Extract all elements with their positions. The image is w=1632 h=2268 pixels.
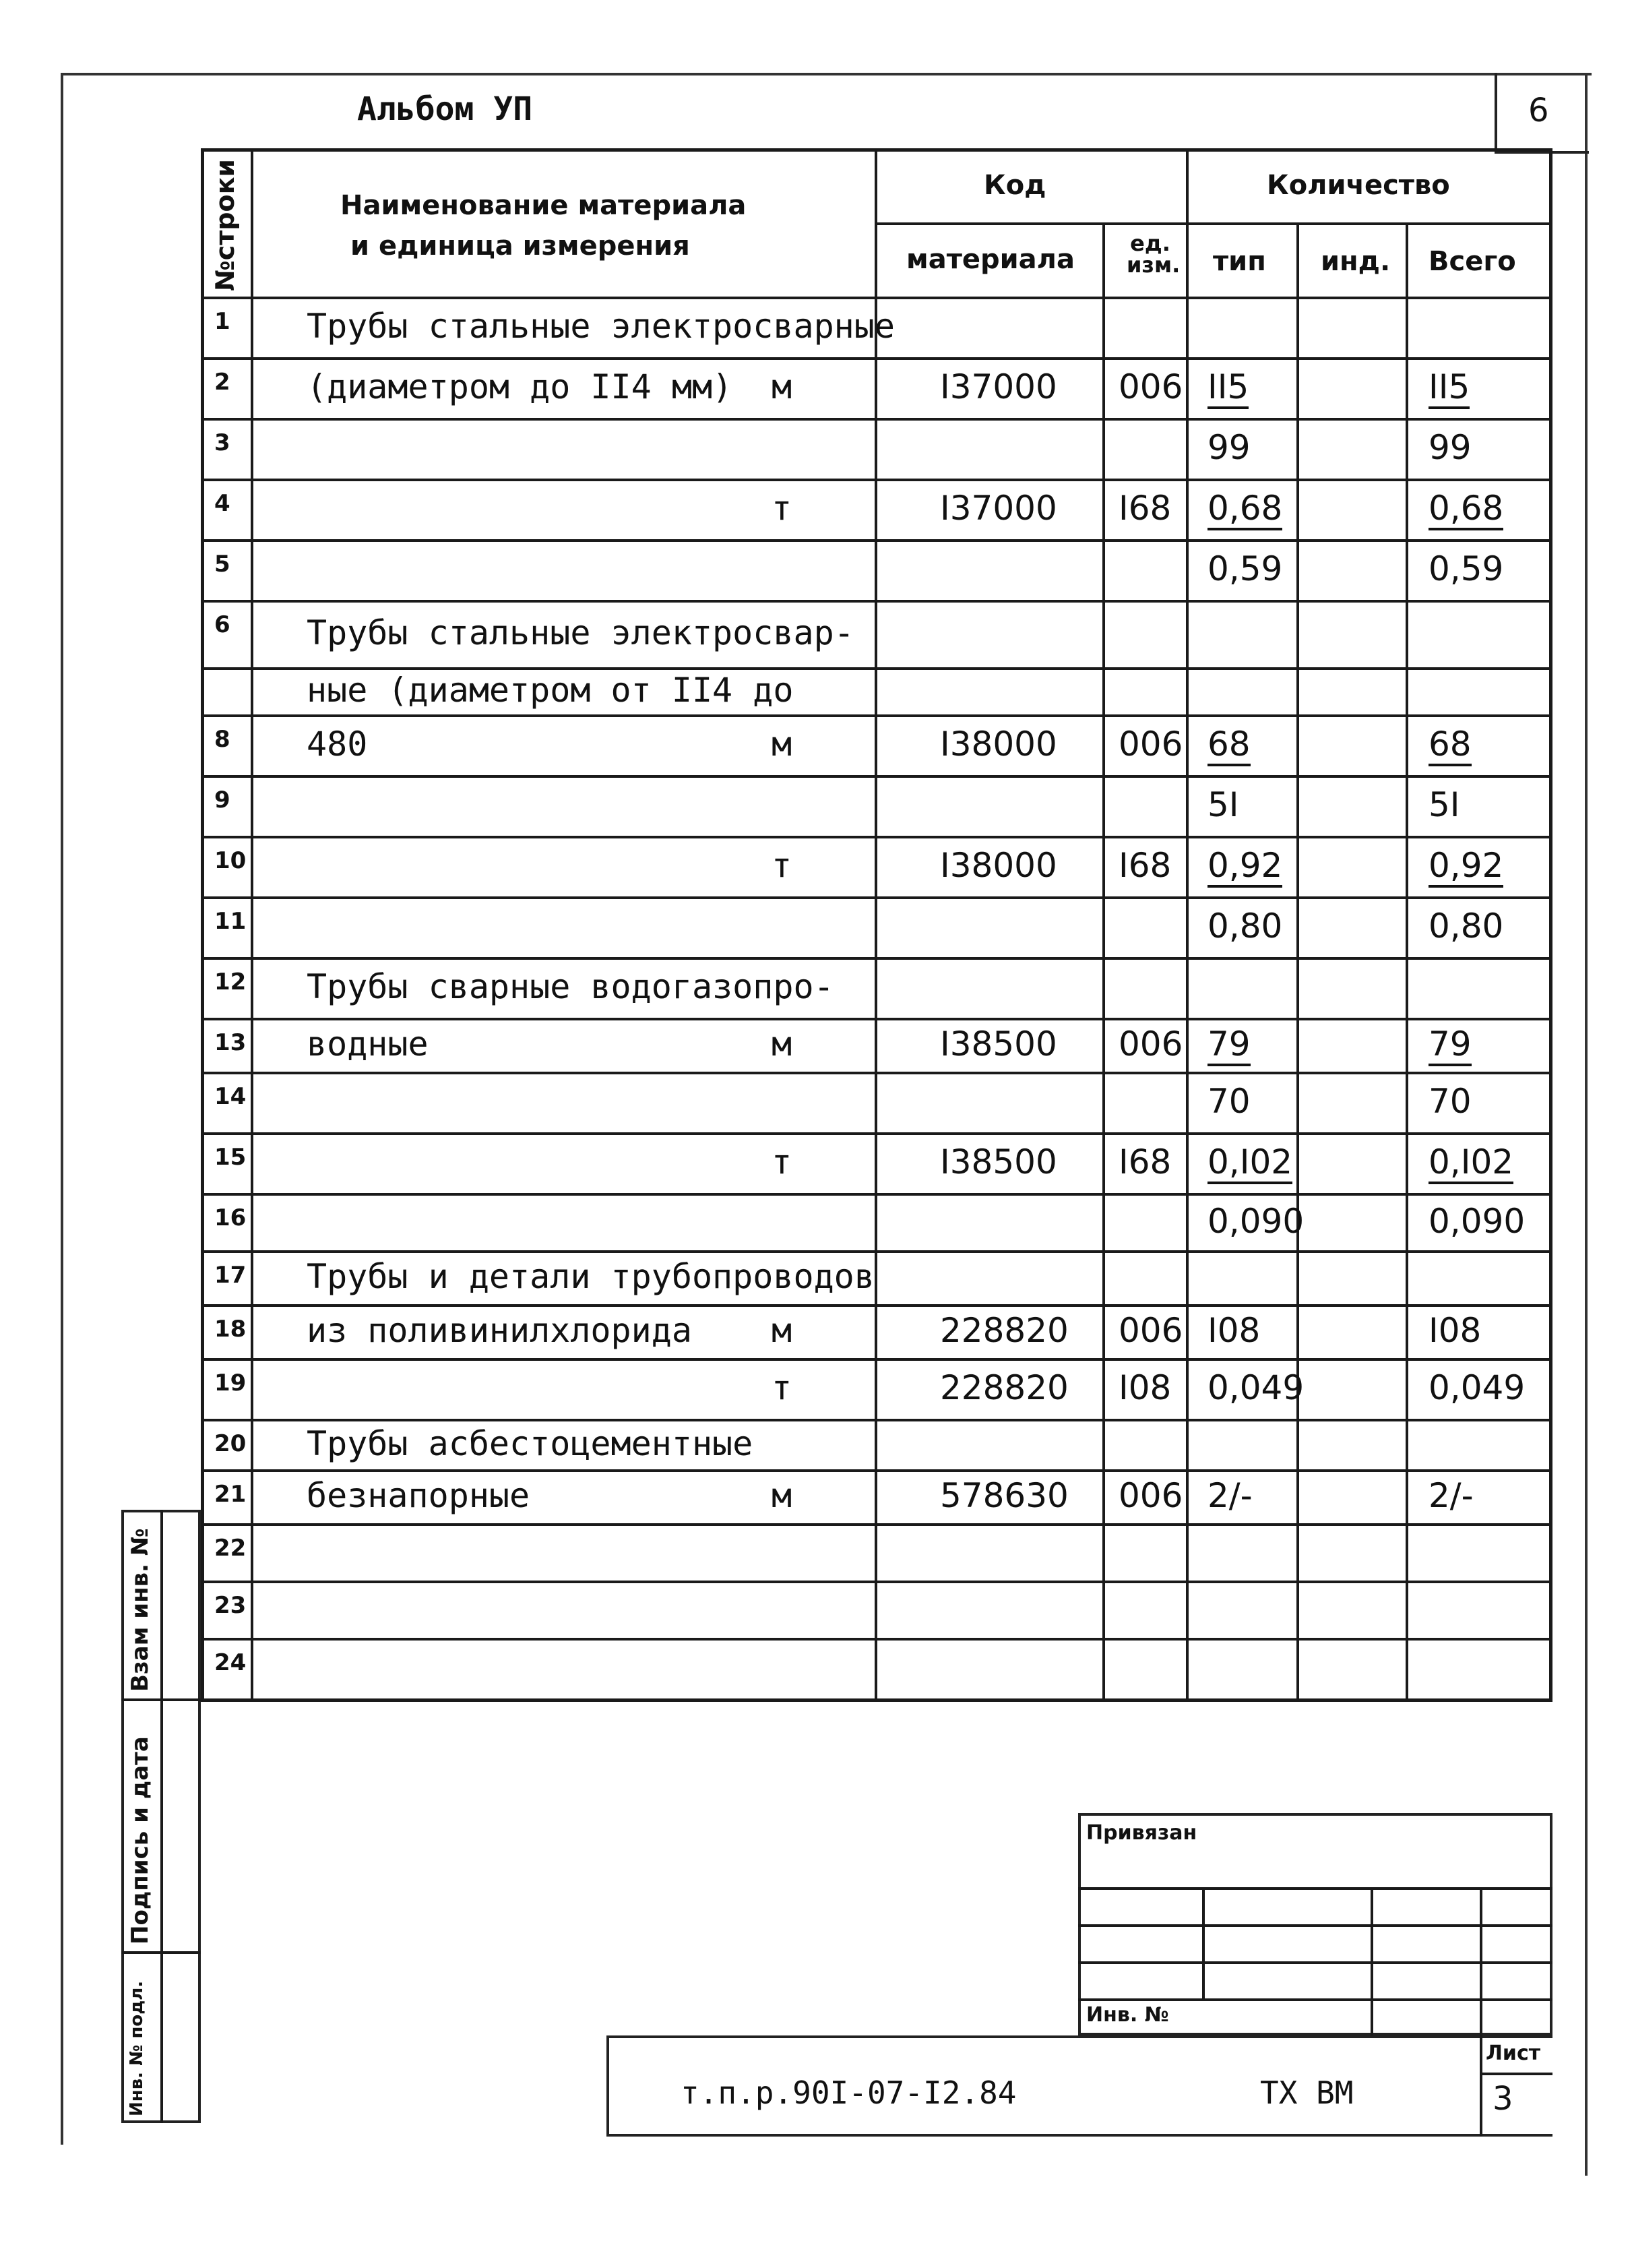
qty-total-value: 0,80 [1429, 907, 1504, 946]
row-number: 17 [214, 1262, 247, 1289]
unit-of-measure: м [772, 725, 792, 764]
material-name: Трубы сварные водогазопро- [307, 967, 834, 1006]
privyazan-label: Привязан [1086, 1821, 1197, 1845]
row-number: 22 [214, 1535, 247, 1562]
podpis-data-label: Подпись и дата [127, 1736, 154, 1944]
quantity-header: Количество [1267, 170, 1450, 201]
row-separator [201, 1193, 1552, 1196]
qty-total-value: 99 [1429, 428, 1472, 467]
row-number: 15 [214, 1144, 247, 1171]
material-name: (диаметром до II4 мм) [307, 367, 733, 406]
qty-total-value: 0,090 [1429, 1202, 1526, 1241]
row-separator [201, 1358, 1552, 1361]
row-separator [201, 357, 1552, 360]
album-title: Альбом УП [357, 90, 533, 128]
name-header-line2: и единица измерения [350, 231, 690, 262]
list-value: 3 [1493, 2080, 1513, 2118]
qty-type-value: 79 [1207, 1027, 1251, 1066]
qty-ind-header: инд. [1321, 246, 1391, 277]
unit-code: 006 [1119, 725, 1183, 764]
qty-type-value: 0,049 [1207, 1368, 1305, 1407]
qty-total-value: 68 [1429, 727, 1472, 766]
vzam-inv-label: Взам инв. № [127, 1528, 154, 1692]
unit-code: 006 [1119, 1024, 1183, 1064]
row-separator [201, 1018, 1552, 1020]
qty-total-value: 0,I02 [1429, 1145, 1513, 1184]
row-separator [201, 1304, 1552, 1307]
privyazan-col3 [1480, 1887, 1482, 2035]
doc-code: т.п.р.90I-07-I2.84 [681, 2075, 1017, 2111]
row-number: 23 [214, 1592, 247, 1619]
qty-type-value: 70 [1207, 1082, 1251, 1121]
row-separator [201, 836, 1552, 838]
qty-type-value: 0,68 [1207, 491, 1282, 530]
material-code: 578630 [940, 1476, 1069, 1515]
row-number: 11 [214, 908, 247, 935]
row-separator [201, 896, 1552, 899]
row-separator [201, 714, 1552, 717]
material-code: I37000 [940, 489, 1057, 528]
unit-of-measure: м [772, 1476, 792, 1515]
privyazan-col1 [1202, 1887, 1205, 1998]
row-separator [201, 1072, 1552, 1074]
material-code: I38500 [940, 1024, 1057, 1064]
code-material-header: материала [906, 244, 1075, 275]
row-separator [201, 1132, 1552, 1135]
privyazan-col2 [1371, 1887, 1373, 2035]
material-code: 228820 [940, 1368, 1069, 1407]
qty-type-value: 99 [1207, 428, 1251, 467]
side-stamp-mid [160, 1510, 163, 2123]
title-block-list-divider [1480, 2035, 1482, 2137]
qty-type-value: 5I [1207, 785, 1239, 824]
qty-type-value: 0,80 [1207, 907, 1283, 946]
unit-code: I08 [1119, 1368, 1172, 1407]
name-header-line1: Наименование материала [340, 190, 747, 221]
row-number: 13 [214, 1029, 247, 1056]
unit-code: I68 [1119, 846, 1172, 885]
qty-type-value: 68 [1207, 727, 1251, 766]
page-number: 6 [1528, 92, 1549, 129]
qty-type-value: I08 [1207, 1311, 1261, 1350]
row-number: 8 [214, 726, 230, 753]
unit-of-measure: м [772, 367, 792, 406]
qty-total-value: 5I [1429, 785, 1460, 824]
qty-total-value: I08 [1429, 1311, 1482, 1350]
row-number: 6 [214, 611, 230, 638]
unit-of-measure: т [772, 1368, 792, 1407]
material-code: I37000 [940, 367, 1057, 406]
outer-frame-right [1585, 73, 1588, 2176]
col-divider-code [1102, 222, 1105, 1702]
material-name: водные [307, 1024, 429, 1064]
unit-of-measure: т [772, 1142, 792, 1182]
qty-total-value: 0,68 [1429, 491, 1503, 530]
code-unit-header: ед. изм. [1127, 231, 1181, 278]
row-separator [201, 418, 1552, 421]
qty-type-value: 2/- [1207, 1476, 1253, 1515]
material-name: 480 [307, 725, 368, 764]
row-number: 24 [214, 1649, 247, 1676]
row-separator [201, 1638, 1552, 1641]
material-code: I38000 [940, 725, 1057, 764]
row-number: 9 [214, 787, 230, 814]
row-separator [201, 539, 1552, 542]
row-number: 3 [214, 429, 230, 456]
row-separator [201, 775, 1552, 778]
row-number-header: №строки [210, 159, 240, 291]
row-separator [201, 1419, 1552, 1421]
inv-no-label: Инв. № [1086, 2003, 1169, 2027]
row-number: 21 [214, 1481, 247, 1508]
row-separator [201, 1581, 1552, 1583]
col-divider-tip [1296, 222, 1299, 1702]
code-header: Код [984, 170, 1046, 201]
material-name: ные (диаметром от II4 до [307, 671, 794, 710]
material-name: Трубы и детали трубопроводов [307, 1257, 875, 1296]
qty-type-value: 0,92 [1207, 849, 1282, 888]
qty-total-value: 70 [1429, 1082, 1472, 1121]
unit-of-measure: т [772, 489, 792, 528]
qty-type-header: тип [1213, 246, 1266, 277]
material-name: Трубы стальные электросварные [307, 307, 895, 346]
unit-of-measure: м [772, 1311, 792, 1350]
qty-type-value: 0,59 [1207, 549, 1283, 588]
material-name: безнапорные [307, 1476, 530, 1515]
row-number: 20 [214, 1430, 247, 1457]
qty-type-value: 0,090 [1207, 1202, 1305, 1241]
row-separator [201, 479, 1552, 481]
doc-mark: ТХ ВМ [1260, 2075, 1354, 2111]
row-number: 10 [214, 847, 247, 874]
row-number: 14 [214, 1083, 247, 1110]
unit-code: I68 [1119, 489, 1172, 528]
qty-total-value: 79 [1429, 1027, 1472, 1066]
header-subline [875, 222, 1552, 225]
header-bottom-line [201, 297, 1552, 299]
qty-total-value: 0,59 [1429, 549, 1504, 588]
qty-total-value: 0,049 [1429, 1368, 1526, 1407]
row-separator [201, 1250, 1552, 1253]
row-number: 16 [214, 1204, 247, 1231]
row-number: 19 [214, 1370, 247, 1397]
row-separator [201, 957, 1552, 960]
qty-type-value: 0,I02 [1207, 1145, 1292, 1184]
qty-total-header: Всего [1429, 246, 1516, 277]
unit-code: 006 [1119, 1311, 1183, 1350]
row-separator [201, 600, 1552, 603]
row-separator [201, 1469, 1552, 1472]
row-number: 5 [214, 551, 230, 578]
row-number: 18 [214, 1316, 247, 1343]
unit-of-measure: м [772, 1024, 792, 1064]
unit-code: 006 [1119, 1476, 1183, 1515]
row-number: 2 [214, 369, 230, 396]
row-separator [201, 1698, 1552, 1701]
qty-total-value: 0,92 [1429, 849, 1503, 888]
row-number: 12 [214, 969, 247, 995]
qty-total-value: II5 [1429, 370, 1470, 409]
inv-podl-label: Инв. № подл. [127, 1980, 147, 2116]
row-number: 4 [214, 490, 230, 517]
qty-total-value: 2/- [1429, 1476, 1474, 1515]
material-code: I38000 [940, 846, 1057, 885]
unit-code: I68 [1119, 1142, 1172, 1182]
qty-type-value: II5 [1207, 370, 1249, 409]
material-code: I38500 [940, 1142, 1057, 1182]
material-name: Трубы асбестоцементные [307, 1424, 753, 1463]
title-block-list-line [1480, 2073, 1552, 2075]
col-divider-ind [1406, 222, 1408, 1702]
unit-code: 006 [1119, 367, 1183, 406]
list-label: Лист [1486, 2042, 1541, 2065]
row-separator [201, 667, 1552, 670]
unit-of-measure: т [772, 846, 792, 885]
row-separator [201, 1523, 1552, 1526]
material-code: 228820 [940, 1311, 1069, 1350]
row-number: 1 [214, 308, 230, 335]
material-name: из поливинилхлорида [307, 1311, 692, 1350]
material-name: Трубы стальные электросвар- [307, 613, 854, 652]
